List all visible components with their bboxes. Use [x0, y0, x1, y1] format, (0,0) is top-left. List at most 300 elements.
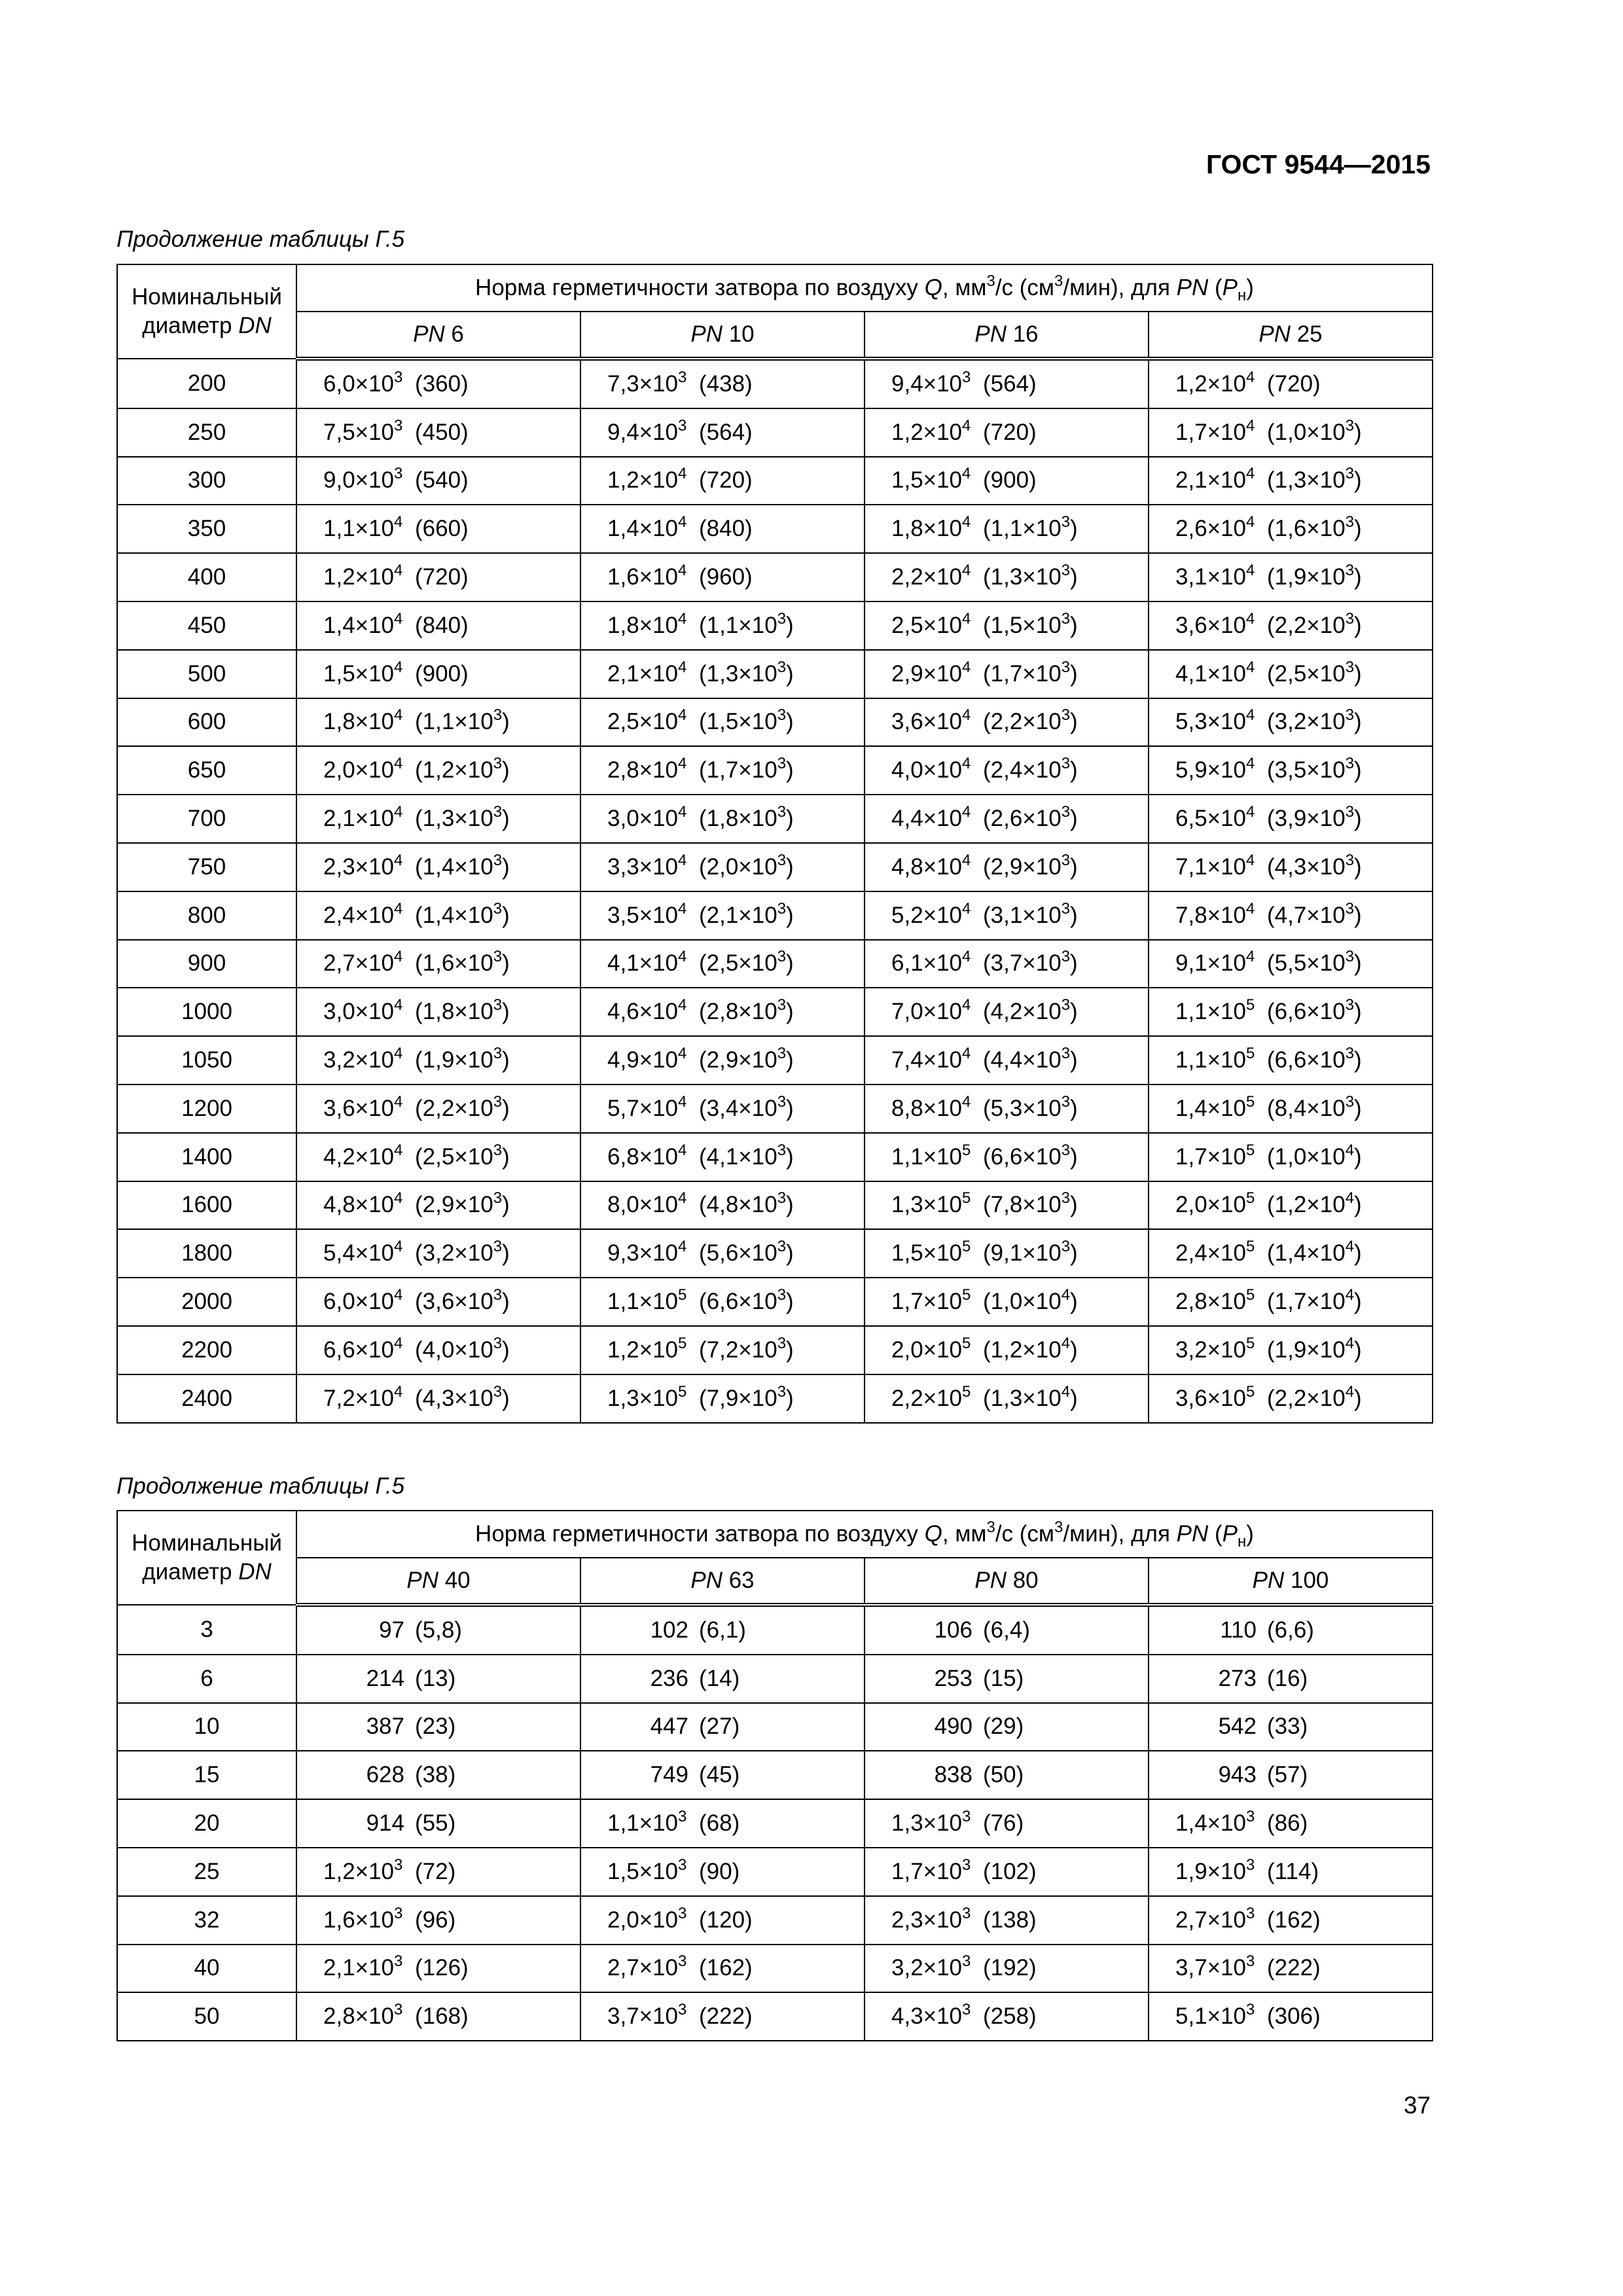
leak-rate-mantissa: 2,2×10 — [891, 1385, 963, 1411]
leak-rate-mantissa: 3,0×10 — [323, 999, 395, 1025]
dn-cell: 1000 — [117, 988, 296, 1036]
leak-rate-mm3s — [297, 1189, 415, 1218]
leak-value-cell — [580, 891, 865, 940]
leak-rate-cm3min-base: (1,9×10 — [1267, 1336, 1346, 1363]
leak-rate-cm3min-exponent: 3 — [777, 1286, 787, 1304]
leak-rate-mm3s — [1149, 851, 1267, 880]
table-row — [117, 1655, 1433, 1703]
leak-value-cell — [865, 1085, 1149, 1133]
leak-rate-exponent: 5 — [962, 1141, 971, 1159]
leak-rate-mantissa: 4,8×10 — [891, 853, 963, 880]
leak-rate-exponent: 3 — [678, 2001, 687, 2019]
leak-rate-mantissa: 1,5×10 — [323, 660, 395, 687]
dn-cell: 800 — [117, 891, 296, 940]
leak-rate-mm3s — [581, 1334, 699, 1363]
leak-norm-header: Норма герметичности затвора по воздуху Q, $мм^3/с$ $(см^3/мин)$, для PN $(P_н)$ — [296, 264, 1433, 312]
leak-rate-mantissa: 4,9×10 — [607, 1047, 679, 1073]
leak-rate-cm3min: $(1,5\times 10^3)$ — [983, 609, 1078, 638]
leak-rate-mm3s — [865, 1762, 983, 1788]
leak-rate-exponent: 4 — [394, 658, 403, 676]
leak-rate-exponent: 3 — [962, 1808, 971, 1826]
leak-rate-mantissa: 1,4×10 — [1175, 1095, 1247, 1121]
leak-rate-exponent: 4 — [394, 609, 403, 628]
leak-rate-exponent: 4 — [394, 1141, 403, 1159]
leak-rate-exponent: 4 — [962, 1092, 971, 1111]
leak-rate-mm3s — [1149, 1810, 1267, 1837]
pn-column-header: PN 80 — [865, 1558, 1149, 1605]
leak-rate-cm3min: $(1,4\times 10^3)$ — [415, 851, 510, 880]
leak-rate-cm3min-base: (4,2×10 — [983, 999, 1061, 1025]
leak-value-cell — [1149, 1085, 1433, 1133]
leak-rate-mm3s — [581, 950, 699, 977]
leak-value-cell — [580, 1229, 865, 1278]
table-row — [117, 359, 1433, 408]
leak-rate-exponent: 4 — [962, 416, 971, 435]
leak-value-cell — [580, 988, 865, 1036]
leak-rate-cm3min-base: (2,2×10 — [1267, 612, 1346, 638]
leak-rate-exponent: 4 — [678, 658, 687, 676]
leak-rate-mm3s — [1149, 368, 1267, 397]
dn-cell: 6 — [117, 1655, 296, 1703]
leak-value-cell — [1149, 843, 1433, 891]
leak-rate-cm3min-exponent: 4 — [1061, 1286, 1071, 1304]
leak-rate-exponent: 3 — [1246, 1952, 1255, 1971]
leak-rate-cm3min — [415, 1762, 455, 1788]
leak-rate-exponent: 4 — [1246, 948, 1255, 966]
leak-rate-exponent: 5 — [1246, 1092, 1255, 1111]
leak-rate-cm3min-exponent: 3 — [1061, 803, 1071, 821]
leak-rate-mm3s — [1149, 1334, 1267, 1363]
table1 — [116, 264, 1433, 1424]
leak-value-cell — [865, 1703, 1149, 1751]
leak-rate-mantissa: 5,4×10 — [323, 1240, 395, 1266]
leak-rate-cm3min-base: (16) — [1267, 1665, 1308, 1691]
dn-column-header — [117, 1511, 296, 1605]
leak-value-cell — [865, 1992, 1149, 2041]
leak-rate-cm3min: $(7,9\times 10^3)$ — [699, 1382, 794, 1411]
leak-rate-cm3min: $(4,3\times 10^3)$ — [1267, 851, 1362, 880]
leak-rate-exponent: 4 — [394, 1334, 403, 1352]
leak-rate-mantissa: 9,4×10 — [607, 419, 679, 445]
leak-rate-cm3min-exponent: 3 — [777, 948, 787, 966]
dn-cell: 750 — [117, 843, 296, 891]
leak-rate-cm3min-base: (450) — [415, 419, 469, 445]
leak-rate-mantissa: 1,1×10 — [891, 1143, 963, 1170]
dn-cell: 25 — [117, 1848, 296, 1896]
leak-rate-mantissa: 1,1×10 — [1175, 999, 1247, 1025]
leak-rate-cm3min-base: (1,8×10 — [699, 806, 777, 832]
leak-rate-cm3min: $(2,0\times 10^3)$ — [699, 851, 794, 880]
leak-rate-exponent: 4 — [394, 513, 403, 531]
leak-value-cell — [1149, 1605, 1433, 1655]
leak-rate-cm3min-base: (5,5×10 — [1267, 950, 1346, 977]
leak-rate-cm3min: $(7,8\times 10^3)$ — [983, 1189, 1078, 1218]
leak-rate-mantissa: 106 — [934, 1617, 972, 1643]
leak-rate-cm3min: $(2,5\times 10^3)$ — [1267, 658, 1362, 687]
leak-rate-cm3min-base: (6,1) — [699, 1617, 746, 1643]
leak-rate-exponent: 3 — [962, 368, 971, 386]
leak-rate-cm3min-base: (50) — [983, 1762, 1024, 1788]
leak-rate-mm3s — [865, 1810, 983, 1837]
leak-rate-cm3min-base: (1,7×10 — [699, 757, 777, 783]
leak-rate-cm3min-exponent: 3 — [1345, 948, 1355, 966]
leak-value-cell — [580, 746, 865, 795]
leak-rate-mantissa: 2,5×10 — [607, 709, 679, 735]
leak-rate-cm3min-base: (5,6×10 — [699, 1240, 777, 1266]
leak-rate-cm3min — [415, 661, 469, 687]
leak-value-cell — [296, 1133, 580, 1181]
leak-value-cell — [865, 1133, 1149, 1181]
leak-rate-cm3min: $(4,3\times 10^3)$ — [415, 1382, 510, 1411]
leak-rate-cm3min-base: (38) — [415, 1762, 456, 1788]
leak-rate-exponent: 4 — [962, 948, 971, 966]
leak-value-cell — [1149, 1992, 1433, 2041]
leak-rate-cm3min — [1267, 1859, 1319, 1885]
leak-rate-cm3min — [415, 1859, 455, 1885]
leak-rate-mantissa: 490 — [934, 1713, 972, 1740]
leak-rate-mantissa: 7,4×10 — [891, 1047, 963, 1073]
leak-rate-mantissa: 1,6×10 — [323, 1907, 395, 1933]
leak-rate-mantissa: 4,8×10 — [323, 1192, 395, 1218]
leak-rate-mantissa: 1,5×10 — [891, 1240, 963, 1266]
leak-rate-cm3min-base: (900) — [415, 660, 469, 687]
leak-rate-mm3s — [865, 1617, 983, 1643]
dn-cell: 600 — [117, 698, 296, 747]
leak-rate-exponent: 3 — [1246, 1808, 1255, 1826]
leak-rate-exponent: 5 — [962, 1334, 971, 1352]
leak-rate-mantissa: 3,1×10 — [1175, 564, 1247, 590]
leak-rate-cm3min-base: (76) — [983, 1810, 1024, 1837]
leak-rate-mm3s — [1149, 1382, 1267, 1412]
leak-rate-cm3min: $(1,9\times 10^3)$ — [1267, 562, 1362, 590]
leak-rate-exponent: 4 — [394, 899, 403, 918]
leak-rate-cm3min-base: (192) — [983, 1955, 1037, 1981]
leak-rate-cm3min — [415, 613, 469, 639]
leak-rate-mantissa: 1,7×10 — [1175, 1143, 1247, 1170]
leak-rate-cm3min-exponent: 3 — [493, 1238, 503, 1256]
leak-rate-cm3min: $(2,2\times 10^4)$ — [1267, 1382, 1362, 1411]
leak-value-cell — [865, 1896, 1149, 1945]
leak-rate-cm3min-exponent: 3 — [777, 658, 787, 676]
leak-rate-cm3min: $(4,7\times 10^3)$ — [1267, 899, 1362, 928]
leak-rate-cm3min — [415, 1713, 455, 1740]
leak-rate-mm3s — [1149, 996, 1267, 1025]
leak-value-cell — [296, 505, 580, 553]
leak-rate-exponent: 4 — [962, 1045, 971, 1063]
leak-rate-cm3min: $(3,5\times 10^3)$ — [1267, 755, 1362, 783]
leak-rate-cm3min-exponent: 3 — [777, 1141, 787, 1159]
leak-rate-mantissa: 2,1×10 — [607, 660, 679, 687]
leak-rate-mantissa: 4,0×10 — [891, 757, 963, 783]
leak-rate-cm3min-exponent: 3 — [1061, 1189, 1071, 1208]
leak-rate-mm3s — [1149, 1092, 1267, 1122]
leak-rate-exponent: 4 — [1246, 465, 1255, 483]
leak-rate-mantissa: 6,8×10 — [607, 1143, 679, 1170]
leak-rate-mm3s — [581, 1713, 699, 1740]
leak-rate-cm3min-base: (1,5×10 — [983, 612, 1061, 638]
leak-rate-mm3s — [297, 658, 415, 687]
leak-value-cell — [296, 1036, 580, 1085]
leak-rate-cm3min: $(2,5\times 10^3)$ — [415, 1141, 510, 1170]
leak-rate-cm3min-exponent: 3 — [777, 1045, 787, 1063]
leak-rate-cm3min-base: (360) — [415, 370, 469, 397]
leak-value-cell — [1149, 1945, 1433, 1993]
leak-rate-cm3min — [983, 1666, 1024, 1692]
leak-rate-mm3s — [865, 757, 983, 783]
table-row — [117, 1229, 1433, 1278]
leak-rate-cm3min: $(1,3\times 10^3)$ — [415, 803, 510, 832]
leak-rate-cm3min — [1267, 1955, 1321, 1981]
leak-rate-mm3s — [297, 1047, 415, 1073]
dn-cell: 15 — [117, 1751, 296, 1799]
leak-rate-cm3min — [983, 1762, 1024, 1788]
leak-rate-cm3min: $(1,6\times 10^3)$ — [1267, 513, 1362, 542]
leak-value-cell — [1149, 1229, 1433, 1278]
leak-rate-cm3min-base: (55) — [415, 1810, 456, 1837]
dn-cell: 2400 — [117, 1374, 296, 1423]
leak-rate-cm3min-base: (86) — [1267, 1810, 1308, 1837]
leak-value-cell — [865, 1229, 1149, 1278]
leak-rate-mm3s — [297, 1286, 415, 1315]
leak-value-cell — [865, 457, 1149, 505]
leak-rate-cm3min: $(5,5\times 10^3)$ — [1267, 948, 1362, 977]
leak-rate-cm3min: $(2,2\times 10^3)$ — [983, 706, 1078, 735]
leak-rate-mm3s — [865, 416, 983, 446]
leak-rate-mantissa: 3,0×10 — [607, 806, 679, 832]
leak-rate-cm3min: $(3,1\times 10^3)$ — [983, 899, 1078, 928]
leak-rate-cm3min: $(1,4\times 10^3)$ — [415, 899, 510, 928]
leak-rate-mantissa: 5,7×10 — [607, 1095, 679, 1121]
leak-rate-cm3min: $(2,1\times 10^3)$ — [699, 899, 794, 928]
leak-rate-exponent: 5 — [962, 1238, 971, 1256]
leak-value-cell — [580, 1992, 865, 2041]
leak-rate-cm3min-base: (1,0×10 — [1267, 419, 1346, 445]
leak-rate-cm3min-base: (57) — [1267, 1762, 1308, 1788]
leak-rate-exponent: 4 — [678, 899, 687, 918]
leak-rate-cm3min-base: (120) — [699, 1907, 753, 1933]
leak-rate-cm3min-exponent: 3 — [1061, 1238, 1071, 1256]
leak-value-cell — [1149, 408, 1433, 457]
leak-rate-exponent: 3 — [678, 416, 687, 435]
leak-rate-cm3min: $(1,0\times 10^4)$ — [983, 1286, 1078, 1315]
leak-rate-mm3s — [865, 1047, 983, 1073]
leak-value-cell — [296, 553, 580, 601]
leak-rate-cm3min-exponent: 3 — [493, 1092, 503, 1111]
leak-rate-mm3s — [865, 368, 983, 397]
leak-rate-exponent: 4 — [962, 465, 971, 483]
leak-rate-cm3min-exponent: 4 — [1061, 1334, 1071, 1352]
leak-rate-mantissa: 6,0×10 — [323, 1289, 395, 1315]
table-row — [117, 1848, 1433, 1896]
leak-value-cell — [865, 940, 1149, 988]
leak-rate-mantissa: 8,0×10 — [607, 1192, 679, 1218]
leak-rate-cm3min-base: (5,8) — [415, 1617, 462, 1643]
leak-rate-mm3s — [865, 564, 983, 590]
table-row — [117, 1703, 1433, 1751]
leak-rate-mm3s — [297, 1713, 415, 1740]
leak-rate-mantissa: 1,8×10 — [891, 516, 963, 542]
dn-cell: 40 — [117, 1945, 296, 1993]
leak-rate-cm3min-exponent: 3 — [493, 1382, 503, 1401]
leak-rate-exponent: 3 — [678, 1808, 687, 1826]
leak-rate-mm3s — [297, 1240, 415, 1266]
leak-rate-mantissa: 3,6×10 — [1175, 612, 1247, 638]
table-row — [117, 408, 1433, 457]
leak-rate-mm3s — [297, 1334, 415, 1363]
leak-rate-mantissa: 387 — [366, 1713, 404, 1740]
leak-rate-mm3s — [865, 467, 983, 493]
leak-rate-mantissa: 4,4×10 — [891, 806, 963, 832]
dn-header-line1: Номинальный — [132, 1530, 282, 1556]
leak-rate-exponent: 4 — [1246, 899, 1255, 918]
leak-rate-mantissa: 1,5×10 — [891, 467, 963, 493]
leak-value-cell — [296, 940, 580, 988]
leak-rate-cm3min-base: (2,5×10 — [699, 950, 777, 977]
leak-rate-mm3s — [581, 1617, 699, 1643]
leak-rate-mm3s — [1149, 513, 1267, 542]
leak-rate-exponent: 5 — [1246, 1045, 1255, 1063]
leak-rate-mm3s — [581, 1047, 699, 1073]
leak-rate-cm3min: $(1,3\times 10^3)$ — [983, 562, 1078, 590]
leak-value-cell — [865, 408, 1149, 457]
leak-value-cell — [580, 457, 865, 505]
table-row — [117, 1036, 1433, 1085]
leak-value-cell — [1149, 1181, 1433, 1230]
dn-cell: 1050 — [117, 1036, 296, 1085]
leak-rate-cm3min-exponent: 3 — [493, 1189, 503, 1208]
leak-rate-mm3s — [297, 368, 415, 397]
leak-rate-cm3min-exponent: 3 — [1061, 948, 1071, 966]
leak-rate-mm3s — [581, 757, 699, 783]
leak-rate-mm3s — [297, 2003, 415, 2030]
leak-rate-cm3min — [1267, 1810, 1308, 1837]
leak-rate-cm3min — [699, 1666, 740, 1692]
leak-value-cell — [865, 698, 1149, 747]
leak-rate-cm3min-exponent: 3 — [777, 996, 787, 1014]
leak-value-cell — [580, 1133, 865, 1181]
leak-rate-mantissa: 2,8×10 — [1175, 1289, 1247, 1315]
leak-rate-cm3min-exponent: 4 — [1345, 1382, 1355, 1401]
leak-rate-cm3min-exponent: 3 — [1345, 706, 1355, 725]
leak-rate-exponent: 4 — [1246, 851, 1255, 869]
table-row — [117, 1896, 1433, 1945]
leak-rate-cm3min-base: (1,3×10 — [983, 1385, 1061, 1411]
leak-value-cell — [865, 505, 1149, 553]
leak-rate-mantissa: 2,0×10 — [607, 1907, 679, 1933]
leak-rate-exponent: 3 — [962, 1952, 971, 1971]
leak-rate-mantissa: 6,5×10 — [1175, 806, 1247, 832]
leak-rate-mm3s — [865, 899, 983, 929]
leak-value-cell — [296, 988, 580, 1036]
leak-rate-mantissa: 4,1×10 — [1175, 660, 1247, 687]
leak-rate-exponent: 5 — [678, 1286, 687, 1304]
leak-rate-cm3min-base: (2,2×10 — [983, 709, 1061, 735]
leak-value-cell — [296, 1085, 580, 1133]
leak-rate-cm3min: $(3,2\times 10^3)$ — [415, 1238, 510, 1266]
dn-cell: 1600 — [117, 1181, 296, 1230]
leak-value-cell — [296, 1751, 580, 1799]
leak-rate-exponent: 3 — [394, 465, 403, 483]
leak-value-cell — [1149, 505, 1433, 553]
leak-rate-cm3min-exponent: 3 — [1061, 755, 1071, 773]
leak-rate-cm3min: $(2,9\times 10^3)$ — [699, 1045, 794, 1073]
leak-rate-mm3s — [297, 1810, 415, 1837]
leak-rate-cm3min — [415, 1955, 469, 1981]
leak-rate-mantissa: 9,0×10 — [323, 467, 395, 493]
leak-rate-exponent: 3 — [678, 1952, 687, 1971]
leak-rate-cm3min-base: (3,4×10 — [699, 1095, 777, 1121]
leak-rate-mm3s — [297, 1952, 415, 1981]
leak-rate-exponent: 4 — [962, 899, 971, 918]
leak-rate-exponent: 3 — [1246, 2001, 1255, 2019]
leak-rate-cm3min: $(2,9\times 10^3)$ — [983, 851, 1078, 880]
leak-rate-mm3s — [581, 1904, 699, 1933]
leak-rate-cm3min: $(1,9\times 10^4)$ — [1267, 1334, 1362, 1363]
leak-rate-mm3s — [865, 1952, 983, 1981]
leak-rate-cm3min: $(1,3\times 10^4)$ — [983, 1382, 1078, 1411]
table-row — [117, 505, 1433, 553]
table-row — [117, 650, 1433, 698]
dn-cell: 50 — [117, 1992, 296, 2041]
leak-value-cell — [580, 1085, 865, 1133]
leak-rate-exponent: 4 — [1246, 706, 1255, 725]
leak-rate-cm3min — [983, 1810, 1024, 1837]
table-row — [117, 795, 1433, 843]
leak-rate-cm3min-base: (6,6×10 — [1267, 1047, 1346, 1073]
leak-value-cell — [580, 940, 865, 988]
leak-rate-exponent: 4 — [962, 513, 971, 531]
dn-cell: 400 — [117, 553, 296, 601]
leak-value-cell — [865, 1945, 1149, 1993]
leak-rate-cm3min-base: (6,6) — [1267, 1617, 1314, 1643]
leak-value-cell — [296, 795, 580, 843]
leak-rate-mm3s — [1149, 2003, 1267, 2030]
leak-rate-mm3s — [581, 899, 699, 929]
leak-rate-mantissa: 5,3×10 — [1175, 709, 1247, 735]
leak-rate-cm3min-base: (33) — [1267, 1713, 1308, 1740]
leak-rate-mm3s — [581, 2003, 699, 2030]
table1-body — [117, 359, 1433, 1423]
leak-rate-mm3s — [581, 1286, 699, 1315]
leak-rate-cm3min-base: (840) — [415, 612, 469, 638]
table-row — [117, 843, 1433, 891]
leak-rate-cm3min-base: (6,6×10 — [983, 1143, 1061, 1170]
leak-rate-exponent: 4 — [678, 1045, 687, 1063]
leak-rate-cm3min-exponent: 3 — [493, 803, 503, 821]
leak-rate-mm3s — [1149, 1713, 1267, 1740]
leak-rate-exponent: 4 — [394, 1092, 403, 1111]
leak-rate-exponent: 4 — [1246, 416, 1255, 435]
leak-rate-mm3s — [581, 1810, 699, 1837]
leak-rate-mm3s — [1149, 1141, 1267, 1170]
dn-cell: 450 — [117, 601, 296, 650]
leak-value-cell — [296, 1605, 580, 1655]
leak-rate-cm3min: $(1,0\times 10^3)$ — [1267, 416, 1362, 445]
leak-rate-mm3s — [865, 851, 983, 880]
leak-rate-mm3s — [865, 1240, 983, 1266]
leak-value-cell — [580, 553, 865, 601]
leak-rate-mm3s — [297, 1141, 415, 1170]
leak-rate-cm3min-base: (7,2×10 — [699, 1336, 777, 1363]
leak-rate-mantissa: 1,9×10 — [1175, 1858, 1247, 1884]
leak-rate-mantissa: 1,2×10 — [607, 1336, 679, 1363]
leak-rate-mm3s — [297, 416, 415, 446]
pn-column-header: PN 63 — [580, 1558, 865, 1605]
leak-value-cell — [296, 843, 580, 891]
leak-rate-mm3s — [581, 803, 699, 832]
leak-value-cell — [296, 698, 580, 747]
leak-rate-cm3min-exponent: 3 — [493, 755, 503, 773]
